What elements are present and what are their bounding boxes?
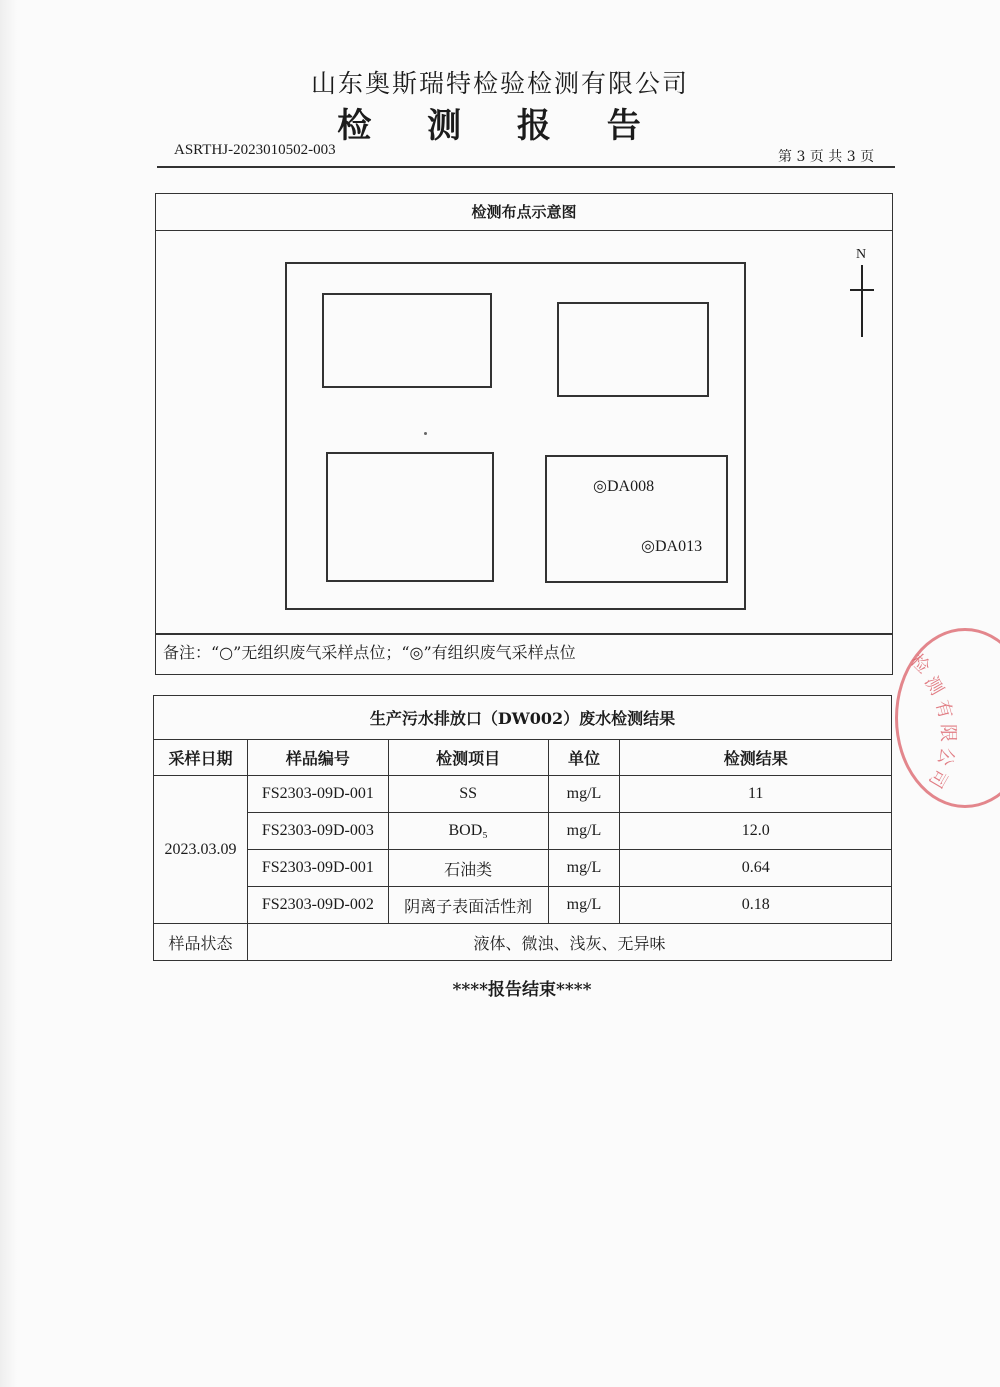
test-item: 阴离子表面活性剂 — [388, 887, 548, 924]
test-item: SS — [388, 776, 548, 813]
result-value: 0.64 — [620, 850, 892, 887]
result-value: 11 — [620, 776, 892, 813]
sampling-point-da008: ◎DA008 — [593, 478, 655, 495]
results-title: 生产污水排放口（DW002）废水检测结果 — [154, 696, 892, 740]
report-end: ****报告结束**** — [452, 980, 592, 1000]
table-row — [154, 850, 892, 887]
table-row — [154, 776, 892, 813]
north-label: N — [856, 247, 867, 262]
header-result: 检测结果 — [620, 740, 892, 776]
report-number: ASRTHJ-2023010502-003 — [174, 142, 336, 158]
sampling-point-da013: ◎DA013 — [641, 538, 703, 555]
table-header-row — [154, 740, 892, 776]
north-arrow-crossbar — [850, 289, 874, 291]
sample-state-label: 样品状态 — [154, 924, 248, 961]
diagram-note: 备注：“○”无组织废气采样点位；“◎”有组织废气采样点位 — [163, 643, 576, 662]
sample-no: FS2303-09D-001 — [247, 850, 388, 887]
page-number: 第 3 页 共 3 页 — [778, 149, 875, 165]
speck — [424, 432, 427, 435]
header-sample-no: 样品编号 — [247, 740, 388, 776]
sampling-date: 2023.03.09 — [154, 776, 248, 924]
test-item: 石油类 — [388, 850, 548, 887]
sample-no: FS2303-09D-003 — [247, 813, 388, 850]
header-date: 采样日期 — [154, 740, 248, 776]
table-row — [154, 813, 892, 850]
seal-glyph: 司 — [924, 765, 952, 792]
report-title: 检 测 报 告 — [337, 106, 663, 146]
unit: mg/L — [548, 887, 620, 924]
seal-glyph: 检 — [906, 650, 934, 678]
diagram-note-divider — [155, 633, 893, 635]
diagram-title: 检测布点示意图 — [155, 193, 893, 231]
seal-glyph: 公 — [933, 745, 959, 769]
header-unit: 单位 — [548, 740, 620, 776]
table-row — [154, 887, 892, 924]
seal-glyph: 有 — [931, 697, 957, 721]
building-1 — [322, 293, 492, 388]
building-2 — [557, 302, 709, 397]
seal-glyph: 测 — [920, 672, 948, 699]
unit: mg/L — [548, 850, 620, 887]
results-table — [153, 695, 892, 961]
sample-no: FS2303-09D-002 — [247, 887, 388, 924]
sample-no: FS2303-09D-001 — [247, 776, 388, 813]
seal-glyph: 限 — [937, 724, 958, 742]
header-divider — [157, 166, 895, 168]
page-shadow — [0, 0, 17, 1387]
building-3 — [326, 452, 494, 582]
building-4 — [545, 455, 728, 583]
unit: mg/L — [548, 813, 620, 850]
header-item: 检测项目 — [388, 740, 548, 776]
north-arrow-icon — [861, 265, 863, 337]
company-name: 山东奥斯瑞特检验检测有限公司 — [310, 69, 689, 98]
unit: mg/L — [548, 776, 620, 813]
sample-state-value: 液体、微浊、浅灰、无异味 — [247, 924, 891, 961]
result-value: 12.0 — [620, 813, 892, 850]
test-item: BOD₅ — [388, 813, 548, 850]
sample-state-row — [154, 924, 892, 961]
result-value: 0.18 — [620, 887, 892, 924]
